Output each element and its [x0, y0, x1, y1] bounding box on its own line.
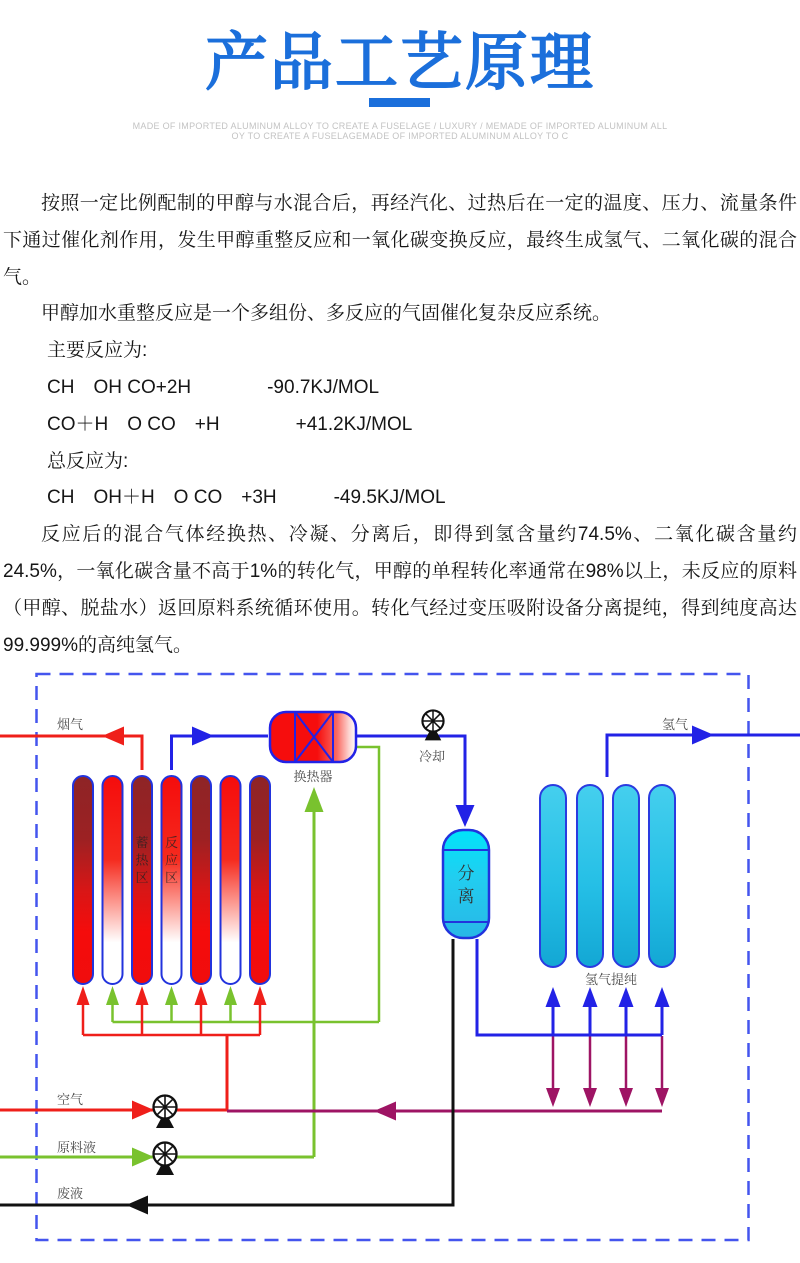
purification-column — [577, 785, 603, 967]
flue-gas-line — [0, 717, 142, 770]
separated-gas-manifold — [477, 939, 670, 1035]
air-arrow-icon — [132, 1101, 154, 1120]
flue-gas-label: 烟气 — [57, 717, 84, 732]
paragraph-reaction-system: 甲醇加水重整反应是一个多组份、多反应的气固催化复杂反应系统。 — [41, 303, 612, 325]
heat-exchanger-label: 换热器 — [293, 769, 333, 784]
heat-storage-tube — [191, 776, 211, 984]
process-flow-diagram — [0, 655, 800, 1255]
subtitle-line-2: OY TO CREATE A FUSELAGEMADE OF IMPORTED ALUMINUM ALLOY TO C — [231, 131, 569, 141]
body-text — [3, 186, 797, 664]
separator-label: 分离 — [457, 864, 475, 906]
purge-recycle-line — [227, 1036, 669, 1121]
purification-label: 氢气提纯 — [584, 972, 638, 987]
heat-storage-tube — [250, 776, 270, 984]
reformed-gas-arrow-icon — [192, 727, 214, 746]
subtitle-line-1: MADE OF IMPORTED ALUMINUM ALLOY TO CREATE A FUSELAGE / LUXURY / MEMADE OF IMPORTED ALUMINUM ALL — [132, 121, 668, 131]
cooled-gas-line — [356, 736, 475, 827]
heat-storage-tube — [73, 776, 93, 984]
title-underline — [369, 98, 430, 107]
total-reaction-label: 总反应为: — [47, 450, 129, 472]
hydrogen-product-line — [607, 717, 800, 777]
reformed-gas-line — [172, 727, 269, 771]
purification-columns — [540, 785, 675, 967]
purge-arrow-icon — [374, 1102, 396, 1121]
heat-storage-zone-label: 蓄热区 — [135, 835, 149, 886]
feed-up-arrow-icon — [305, 787, 324, 812]
paragraph-conversion-result: 反应后的混合气体经换热、冷凝、分离后，即得到氢含量约74.5%、二氧化碳含量约24.5%，一氧化碳含量不高于1%的转化气，甲醇的单程转化率通常在98%以上，未反应的原料（甲醇、脱盐水）返回原料系统循环使用。转化气经过变压吸附设备分离提纯，得到纯度高达99.999%的高纯氢气。 — [3, 524, 797, 656]
equation-2: CO＋H O CO +H +41.2KJ/MOL — [47, 413, 413, 435]
reaction-zone-label: 反应区 — [164, 835, 179, 886]
waste-arrow-icon — [126, 1196, 148, 1215]
page-title: 产品工艺原理 — [205, 28, 595, 98]
cooled-gas-arrow-icon — [456, 805, 475, 827]
air-blower-icon — [154, 1096, 177, 1129]
waste-liquid-label: 废液 — [57, 1186, 84, 1201]
heat-exchanger — [270, 712, 356, 784]
feed-pump-icon — [154, 1143, 177, 1176]
air-line — [0, 1101, 227, 1120]
main-reactions-label: 主要反应为: — [47, 340, 148, 362]
hydrogen-label: 氢气 — [662, 717, 689, 732]
separator-vessel — [443, 830, 489, 938]
feed-liquid-label: 原料液 — [57, 1140, 97, 1155]
purification-column — [540, 785, 566, 967]
equation-1: CH OH CO+2H -90.7KJ/MOL — [47, 376, 380, 398]
cooling-label: 冷却 — [418, 749, 446, 764]
air-label: 空气 — [57, 1092, 84, 1107]
flue-gas-arrow-icon — [102, 727, 124, 746]
equation-3: CH OH＋H O CO +3H -49.5KJ/MOL — [47, 487, 446, 509]
reaction-tube — [221, 776, 241, 984]
feed-right-arrow-icon — [132, 1148, 154, 1167]
reaction-tube — [103, 776, 123, 984]
purification-column — [613, 785, 639, 967]
hydrogen-arrow-icon — [692, 726, 714, 745]
purification-column — [649, 785, 675, 967]
paragraph-process-intro: 按照一定比例配制的甲醇与水混合后，再经汽化、过热后在一定的温度、压力、流量条件下通过催化剂作用，发生甲醇重整反应和一氧化碳变换反应，最终生成氢气、二氧化碳的混合气。 — [3, 193, 797, 288]
